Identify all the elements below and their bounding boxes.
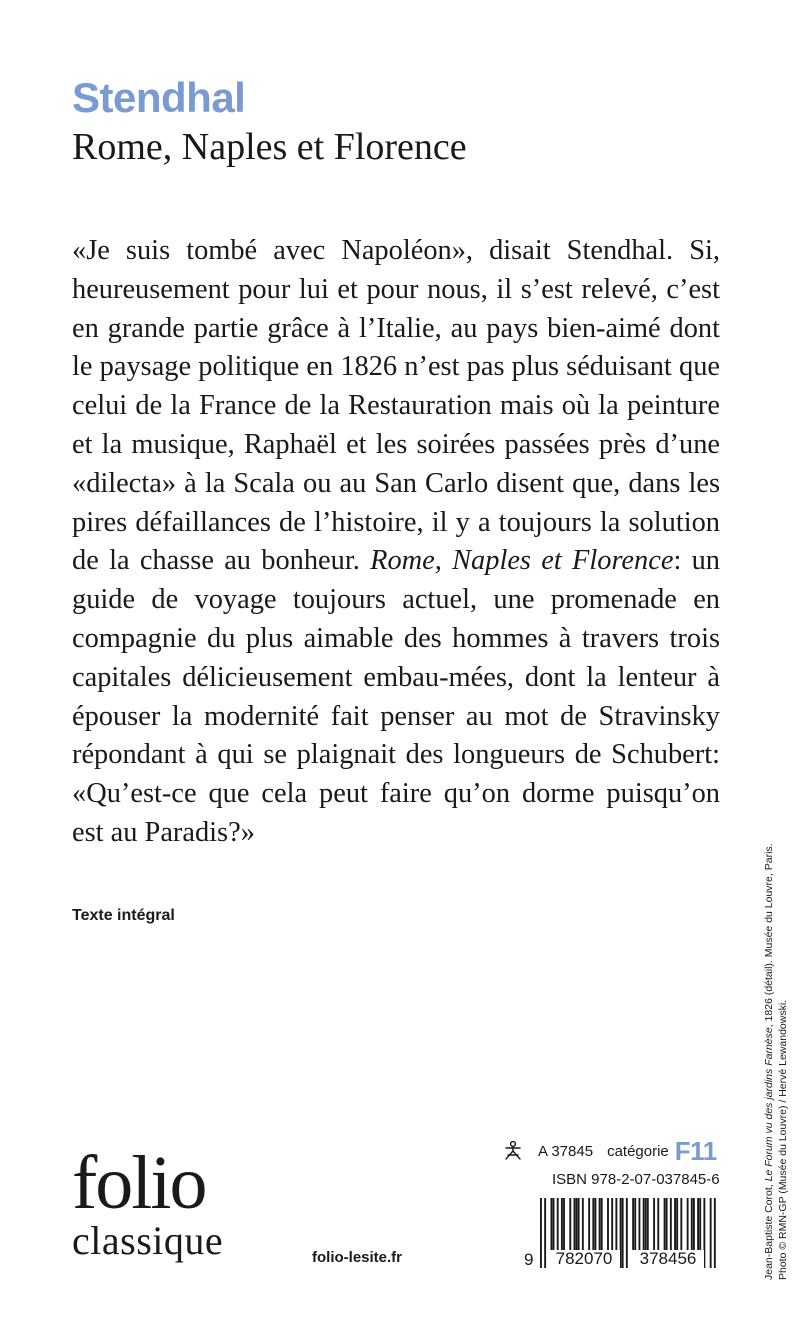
blurb-text-part1: «Je suis tombé avec Napoléon», disait Stendhal. Si, heureusement pour lui et pour nous, il s’est relevé, c’est en grande partie grâce à l’Italie, au pays bien-aimé dont le paysage politique en 1826 n’est pas plus séduisant que celui de la France de la Restauration mais où la peinture et la musique, Raphaël et les soirées passées près d’une «dilecta» à la Scala ou au San Carlo disent que, dans les pires défaillances de l’histoire, il y a toujours la solution de la chasse au bonheur. — [72, 235, 720, 577]
barcode-bar — [540, 1198, 542, 1268]
credits-line-2: Photo © RMN-GP (Musée du Louvre) / Hervé Lewandowski. — [777, 999, 789, 1280]
barcode-digits-right: 378456 — [639, 1249, 697, 1268]
barcode-bar — [710, 1198, 712, 1268]
edition-note: Texte intégral — [72, 907, 175, 924]
barcode-digits-left: 782070 — [555, 1249, 613, 1268]
credits-line-1 — [762, 720, 776, 1280]
catalog-info — [502, 1136, 717, 1166]
barcode-first-digit: 9 — [524, 1250, 534, 1269]
book-title: Rome, Naples et Florence — [72, 126, 467, 168]
logo-classique: classique — [72, 1218, 224, 1263]
barcode-image — [540, 1198, 716, 1268]
barcode-bar — [544, 1198, 546, 1268]
blurb-text-part2: : un guide de voyage toujours actuel, une promenade en compagnie du plus aimable des hommes à travers trois capitales délicieusement embau-mées, dont la lenteur à épouser la modernité fait penser au mot de Stravinsky répondant à qui se plaignait des longueurs de Schubert: «Qu’est-ce que cela peut faire qu’on dorme puisqu’on est au Paradis?» — [72, 545, 720, 848]
isbn-number: ISBN 978-2-07-037845-6 — [552, 1171, 720, 1188]
credits-painting-title: Le Forum vu des jardins Farnèse — [763, 1027, 775, 1182]
barcode-bar — [714, 1198, 716, 1268]
catalog-code: A 37845 — [538, 1142, 594, 1160]
website-link[interactable]: folio-lesite.fr — [312, 1249, 403, 1266]
publisher-emblem-icon — [502, 1140, 524, 1162]
cover-image-credits — [762, 720, 790, 1280]
category-label: catégorie — [607, 1142, 669, 1160]
blurb-title-italic: Rome, Naples et Florence — [370, 545, 674, 577]
logo-folio: folio — [72, 1141, 206, 1225]
credits-painter: Jean-Baptiste Corot, — [763, 1181, 775, 1280]
folio-classique-logo — [72, 1141, 224, 1264]
back-cover-blurb — [72, 232, 720, 853]
credits-location: , 1826 (détail). Musée du Louvre, Paris. — [763, 843, 775, 1028]
barcode-bar — [626, 1198, 628, 1268]
barcode-bar — [622, 1198, 624, 1268]
author-name: Stendhal — [72, 74, 246, 121]
category-value: F11 — [674, 1135, 717, 1166]
